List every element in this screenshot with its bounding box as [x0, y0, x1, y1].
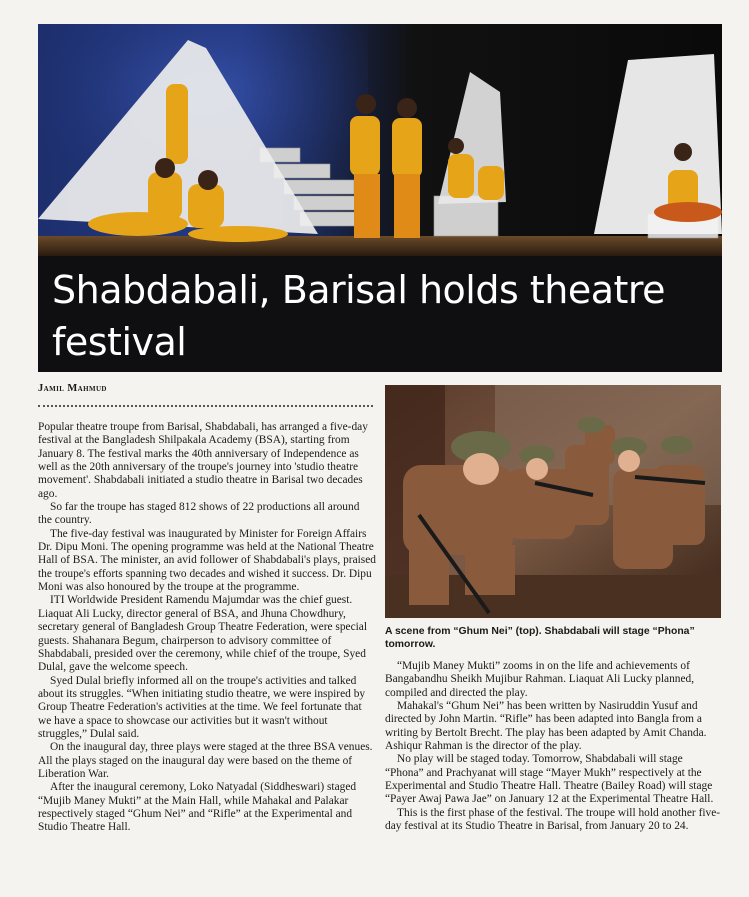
paragraph: Syed Dulal briefly informed all on the troupe's activities and talked about its struggles. “When initiating studio theatre, we were inspired by Group Theatre Federation's activities at the time. We feel fortunate that we have a space to showcase our activities but it wasn't without struggles,” Dulal said. — [38, 674, 366, 740]
stage-scene-illustration — [38, 24, 722, 256]
paragraph: No play will be staged today. Tomorrow, Shabdabali will stage “Phona” and Prachyanat will stage “Mayer Mukh” respectively at the Experimental and Studio Theatre Hall. Theatre (Bailey Road) will stage “Payer Awaj Pawa Jae” on January 12 at the Experimental Theatre Hall. — [385, 753, 714, 806]
soldiers-scene-illustration — [385, 385, 721, 618]
byline-divider — [38, 405, 373, 407]
stage-photo — [38, 24, 722, 256]
paragraph: This is the first phase of the festival. The troupe will hold another five-day festival at its Studio Theatre in Barisal, from January 20 to 24. — [385, 806, 721, 833]
hero-panel — [38, 24, 722, 372]
paragraph: After the inaugural ceremony, Loko Natyadal (Siddheswari) staged “Mujib Maney Mukti” at the Main Hall, while Mahakal and Palakar respectively staged “Ghum Nei” and “Rifle” at the Experimental and Studio Theatre Hall. — [38, 781, 357, 834]
paragraph: On the inaugural day, three plays were staged at the three BSA venues. All the plays staged on the inaugural day were based on the theme of Liberation War. — [38, 741, 373, 780]
article-column-1 — [38, 421, 376, 835]
ghum-nei-photo — [385, 385, 721, 618]
byline: Jamil Mahmud — [38, 383, 107, 394]
article-column-2 — [385, 660, 721, 833]
headline — [52, 264, 712, 372]
headline-line-2 — [52, 368, 712, 372]
photo-caption: A scene from “Ghum Nei” (top). Shabdabali will stage “Phona” tomorrow. — [385, 626, 695, 650]
paragraph: Popular theatre troupe from Barisal, Shabdabali, has arranged a five-day festival at the Bangladesh Shilpakala Academy (BSA), starting from January 8. The festival marks the 40th anniversary of Independence as well as the 20th anniversary of the troupe's journey into 'studio theatre movement'. Shabdabali initiated a studio theatre in Barisal two decades ago. — [38, 421, 368, 500]
paragraph: The five-day festival was inaugurated by Minister for Foreign Affairs Dr. Dipu Moni. The opening programme was held at the National Theatre Hall of BSA. The minister, an avid follower of Shabdabali's plays, praised the troupe's efforts spanning two decades and wished it success. Dr. Dipu Moni was also honoured by the troupe at the programme. — [38, 527, 376, 594]
paragraph: Mahakal's “Ghum Nei” has been written by Nasiruddin Yusuf and directed by John Martin. “Rifle” has been adapted into Bangla from a writing by Bertolt Brecht. The play has been adapted by Amit Chanda. Ashiqur Rahman is the director of the play. — [385, 700, 707, 753]
headline-line-1: Shabdabali, Barisal holds theatre festival — [52, 268, 666, 364]
paragraph: “Mujib Maney Mukti” zooms in on the life and achievements of Bangabandhu Sheikh Mujibur Rahman. Liaquat Ali Lucky planned, compiled and directed the play. — [385, 660, 695, 699]
paragraph: So far the troupe has staged 812 shows of 22 productions all around the country. — [38, 501, 360, 527]
paragraph: ITI Worldwide President Ramendu Majumdar was the chief guest. Liaquat Ali Lucky, director general of BSA, and Jhuna Chowdhury, secretary general of Bangladesh Group Theatre Federation, were special guests. Shahanara Begum, chairperson to advisory committee of Shabdabali, presided over the ceremony, while chief of the troupe, Syed Dulal, gave the welcome speech. — [38, 594, 368, 674]
